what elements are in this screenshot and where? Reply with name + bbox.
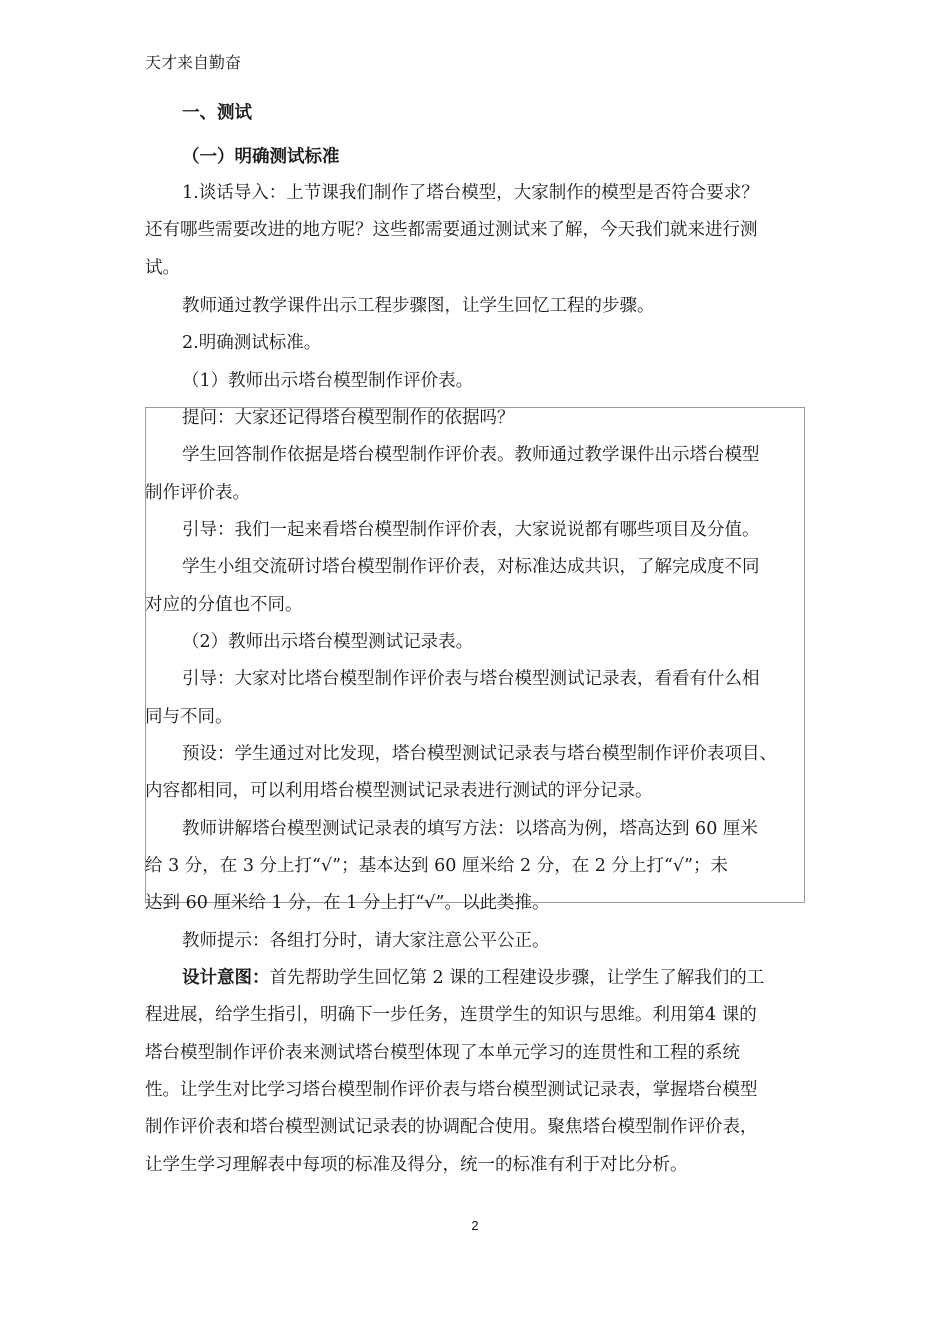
paragraph-line: 2.明确测试标准。 — [182, 333, 322, 353]
heading-2: （一）明确测试标准 — [182, 147, 340, 167]
box-line: 达到 60 厘米给 1 分，在 1 分上打“√”。以此类推。 — [145, 893, 550, 913]
paragraph-line: （1）教师出示塔台模型制作评价表。 — [182, 371, 474, 391]
design-intent-text: 首先帮助学生回忆第 2 课的工程建设步骤，让学生了解我们的工 — [269, 968, 765, 988]
box-line: 给 3 分，在 3 分上打“√”；基本达到 60 厘米给 2 分，在 2 分上打“√”；未 — [145, 856, 729, 876]
design-intent-line: 性。让学生对比学习塔台模型制作评价表与塔台模型测试记录表，掌握塔台模型 — [145, 1080, 758, 1100]
design-intent-line: 塔台模型制作评价表来测试塔台模型体现了本单元学习的连贯性和工程的系统 — [145, 1043, 740, 1063]
box-line: 提问：大家还记得塔台模型制作的依据吗？ — [182, 408, 515, 428]
paragraph-line: 1.谈话导入：上节课我们制作了塔台模型，大家制作的模型是否符合要求？ — [182, 183, 759, 203]
paragraph-line: 试。 — [145, 258, 180, 278]
box-line: 学生回答制作依据是塔台模型制作评价表。教师通过教学课件出示塔台模型 — [182, 445, 760, 465]
page-header: 天才来自勤奋 — [145, 53, 242, 72]
design-intent-line: 制作评价表和塔台模型测试记录表的协调配合使用。聚焦塔台模型制作评价表， — [145, 1117, 758, 1137]
paragraph-line: 还有哪些需要改进的地方呢？这些都需要通过测试来了解，今天我们就来进行测 — [145, 220, 758, 240]
box-line: （2）教师出示塔台模型测试记录表。 — [182, 632, 474, 652]
box-line: 内容都相同，可以利用塔台模型测试记录表进行测试的评分记录。 — [145, 781, 653, 801]
box-line: 教师讲解塔台模型测试记录表的填写方法：以塔高为例，塔高达到 60 厘米 — [182, 819, 758, 839]
design-intent-label: 设计意图： — [182, 968, 270, 988]
box-line: 制作评价表。 — [145, 483, 250, 503]
design-intent-line: 让学生学习理解表中每项的标准及得分，统一的标准有利于对比分析。 — [145, 1155, 688, 1175]
page-number: 2 — [471, 1218, 479, 1233]
paragraph-line: 教师通过教学课件出示工程步骤图，让学生回忆工程的步骤。 — [182, 296, 655, 316]
box-line: 引导：我们一起来看塔台模型制作评价表，大家说说都有哪些项目及分值。 — [182, 520, 760, 540]
box-line: 引导：大家对比塔台模型制作评价表与塔台模型测试记录表，看看有什么相 — [182, 669, 760, 689]
heading-1: 一、测试 — [182, 103, 252, 123]
box-line: 对应的分值也不同。 — [145, 595, 303, 615]
paragraph-line: 教师提示：各组打分时，请大家注意公平公正。 — [182, 931, 550, 951]
box-line: 同与不同。 — [145, 707, 233, 727]
design-intent-line — [145, 966, 852, 990]
box-line: 预设：学生通过对比发现，塔台模型测试记录表与塔台模型制作评价表项目、 — [182, 744, 777, 764]
box-line: 学生小组交流研讨塔台模型制作评价表，对标准达成共识，了解完成度不同 — [182, 557, 760, 577]
design-intent-line: 程进展，给学生指引，明确下一步任务，连贯学生的知识与思维。利用第4 课的 — [145, 1005, 757, 1025]
